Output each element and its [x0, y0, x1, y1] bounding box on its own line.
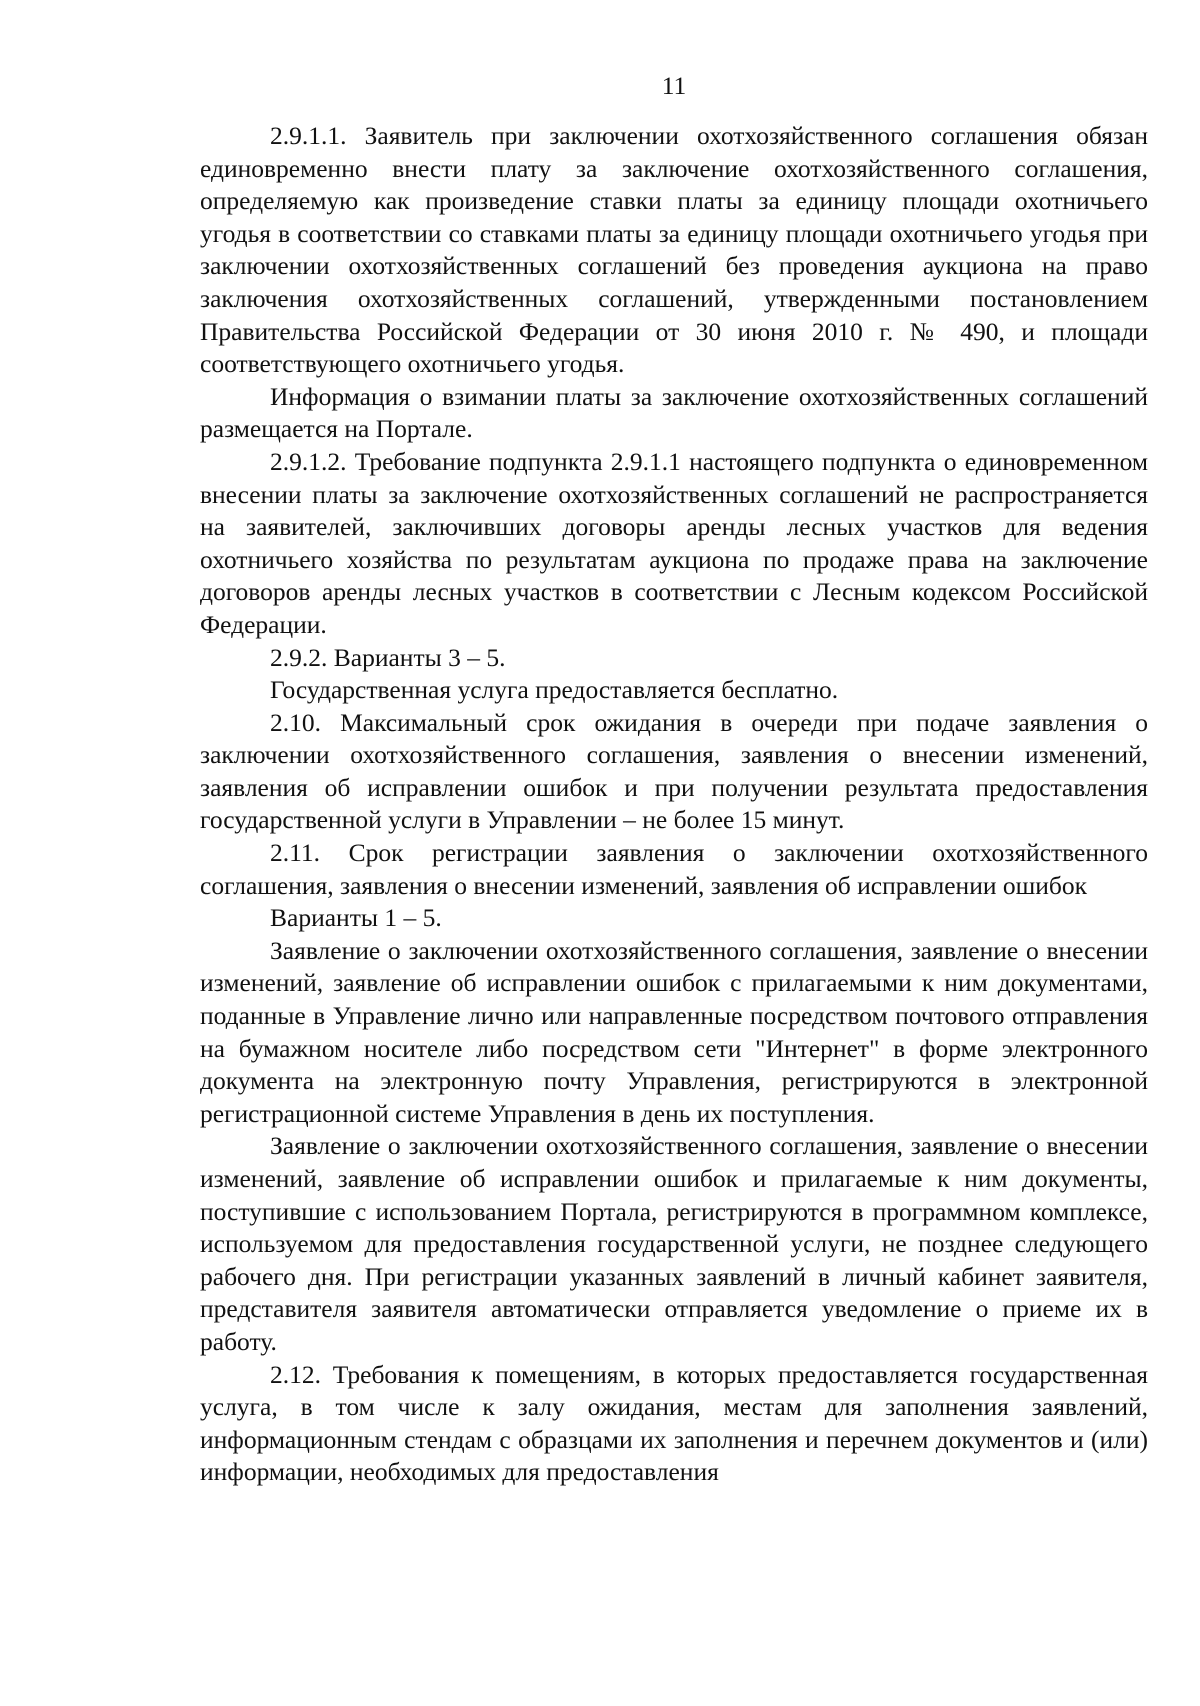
paragraph-2-12: 2.12. Требования к помещениям, в которых предоставляется государственная услуга, в том числе к залу ожидания, местам для заполнения заявлений, информационным стендам с образцами их заполнения и перечнем документов и (или) информации, необходимых для предоставления	[200, 1359, 1148, 1487]
paragraph-2-9-1-2: 2.9.1.2. Требование подпункта 2.9.1.1 настоящего подпункта о единовременном внесении платы за заключение охотхозяйственных соглашений не распространяется на заявителей, заключивших договоры аренды лесных участков для ведения охотничьего хозяйства по результатам аукциона по продаже права на заключение договоров аренды лесных участков в соответствии с Лесным кодексом Российской Федерации.	[200, 446, 1148, 639]
paragraph-fee-info: Информация о взимании платы за заключение охотхозяйственных соглашений размещается на Портале.	[200, 381, 1148, 444]
document-page	[200, 0, 1148, 1706]
document-body	[200, 120, 1148, 1489]
paragraph-registration-portal: Заявление о заключении охотхозяйственного соглашения, заявление о внесении изменений, заявление об исправлении ошибок и прилагаемые к ним документы, поступившие с использованием Портала, регистрируются в программном комплексе, используемом для предоставления государственной услуги, не позднее следующего рабочего дня. При регистрации указанных заявлений в личный кабинет заявителя, представителя заявителя автоматически отправляется уведомление о приеме их в работу.	[200, 1131, 1148, 1356]
paragraph-2-11: 2.11. Срок регистрации заявления о заключении охотхозяйственного соглашения, заявления о внесении изменений, заявления об исправлении ошибок	[200, 838, 1148, 900]
paragraph-variants-1-5: Варианты 1 – 5.	[270, 903, 442, 933]
paragraph-registration-direct: Заявление о заключении охотхозяйственного соглашения, заявление о внесении изменений, заявление об исправлении ошибок с прилагаемыми к ним документами, поданные в Управление лично или направленные посредством почтового отправления на бумажном носителе либо посредством сети "Интернет" в форме электронного документа на электронную почту Управления, регистрируются в электронной регистрационной системе Управления в день их поступления.	[200, 935, 1148, 1128]
paragraph-free-service: Государственная услуга предоставляется бесплатно.	[270, 675, 839, 705]
paragraph-2-10: 2.10. Максимальный срок ожидания в очереди при подаче заявления о заключении охотхозяйственного соглашения, заявления о внесении изменений, заявления об исправлении ошибок и при получении результата предоставления государственной услуги в Управлении – не более 15 минут.	[200, 707, 1148, 835]
paragraph-2-9-1-1: 2.9.1.1. Заявитель при заключении охотхозяйственного соглашения обязан единовременно внести плату за заключение охотхозяйственного соглашения, определяемую как произведение ставки платы за единицу площади охотничьего угодья в соответствии со ставками платы за единицу площади охотничьего угодья при заключении охотхозяйственных соглашений без проведения аукциона на право заключения охотхозяйственных соглашений, утвержденными постановлением Правительства Российской Федерации от 30 июня 2010 г. № 490, и площади соответствующего охотничьего угодья.	[200, 121, 1148, 379]
paragraph-2-9-2: 2.9.2. Варианты 3 – 5.	[270, 642, 506, 672]
page-number: 11	[661, 71, 687, 100]
